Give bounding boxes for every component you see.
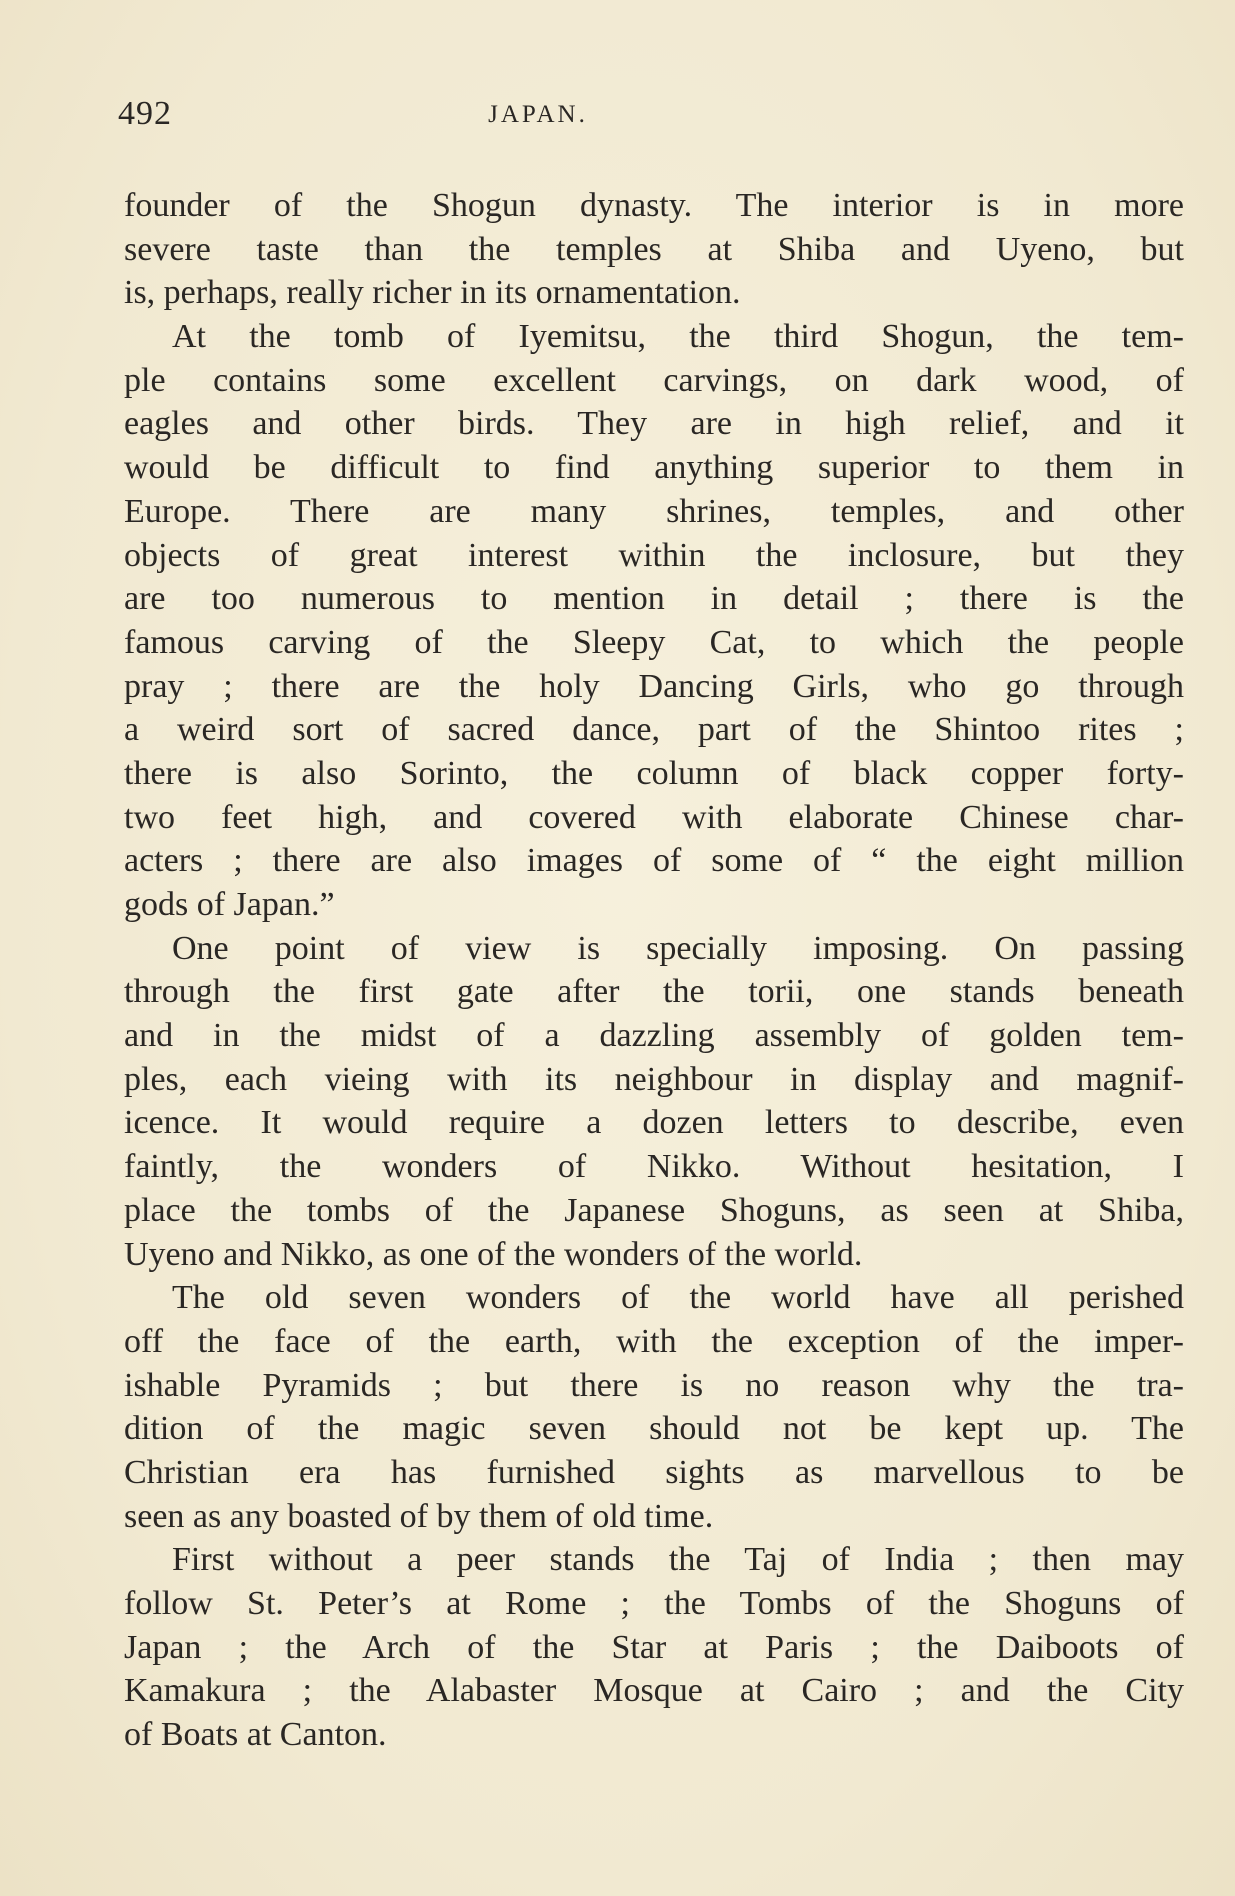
text-line: faintly, the wonders of Nikko. Without hesitation, I — [124, 1148, 1184, 1186]
text-line: of Boats at Canton. — [124, 1716, 387, 1754]
text-line: are too numerous to mention in detail ; there is the — [124, 580, 1184, 618]
text-line: eagles and other birds. They are in high relief, and it — [124, 405, 1184, 443]
paragraph — [124, 315, 1184, 927]
text-line: seen as any boasted of by them of old time. — [124, 1497, 714, 1535]
text-line: would be difficult to find anything superior to them in — [124, 449, 1184, 487]
text-line: gods of Japan.” — [124, 886, 335, 923]
text-line: objects of great interest within the inclosure, but they — [124, 536, 1184, 574]
text-line: a weird sort of sacred dance, part of the Shintoo rites ; — [124, 711, 1184, 749]
text-line: ple contains some excellent carvings, on dark wood, of — [124, 361, 1184, 399]
text-line: pray ; there are the holy Dancing Girls, who go through — [124, 667, 1184, 705]
text-line: acters ; there are also images of some of “ the eight million — [124, 842, 1184, 880]
running-head: JAPAN. — [488, 101, 588, 128]
text-line: At the tomb of Iyemitsu, the third Shogun, the tem- — [172, 318, 1184, 356]
text-line: famous carving of the Sleepy Cat, to which the people — [124, 623, 1184, 661]
paragraph — [124, 927, 1184, 1277]
text-line: place the tombs of the Japanese Shoguns, as seen at Shiba, — [124, 1191, 1184, 1229]
text-line: severe taste than the temples at Shiba and Uyeno, but — [124, 230, 1184, 268]
text-line: icence. It would require a dozen letters to describe, even — [124, 1104, 1184, 1142]
text-line: ishable Pyramids ; but there is no reason why the tra- — [124, 1366, 1184, 1404]
text-line: two feet high, and covered with elaborate Chinese char- — [124, 798, 1184, 836]
text-line: through the first gate after the torii, one stands beneath — [124, 973, 1184, 1011]
text-line: Europe. There are many shrines, temples, and other — [124, 492, 1184, 530]
text-line: Uyeno and Nikko, as one of the wonders of the world. — [124, 1235, 863, 1273]
text-line: The old seven wonders of the world have all perished — [172, 1279, 1184, 1317]
page-header — [118, 95, 1178, 145]
text-line: dition of the magic seven should not be kept up. The — [124, 1410, 1184, 1448]
page-number: 492 — [118, 95, 172, 132]
text-line: Kamakura ; the Alabaster Mosque at Cairo ; and the City — [124, 1672, 1184, 1710]
paragraph — [124, 1538, 1184, 1756]
paragraph — [124, 1276, 1184, 1538]
text-line: First without a peer stands the Taj of India ; then may — [172, 1541, 1184, 1579]
text-line: and in the midst of a dazzling assembly of golden tem- — [124, 1017, 1184, 1055]
text-line: ples, each vieing with its neighbour in display and magnif- — [124, 1060, 1184, 1098]
text-line: follow St. Peter’s at Rome ; the Tombs of the Shoguns of — [124, 1585, 1184, 1622]
paragraph — [124, 184, 1184, 315]
text-line: off the face of the earth, with the exception of the imper- — [124, 1322, 1184, 1360]
text-line: is, perhaps, really richer in its ornamentation. — [124, 274, 741, 312]
text-line: Japan ; the Arch of the Star at Paris ; the Daiboots of — [124, 1628, 1184, 1666]
text-line: founder of the Shogun dynasty. The interior is in more — [124, 187, 1184, 224]
text-line: One point of view is specially imposing. On passing — [172, 929, 1184, 967]
body-text — [124, 184, 1184, 1757]
text-line: there is also Sorinto, the column of black copper forty- — [124, 754, 1184, 792]
text-line: Christian era has furnished sights as marvellous to be — [124, 1453, 1184, 1491]
